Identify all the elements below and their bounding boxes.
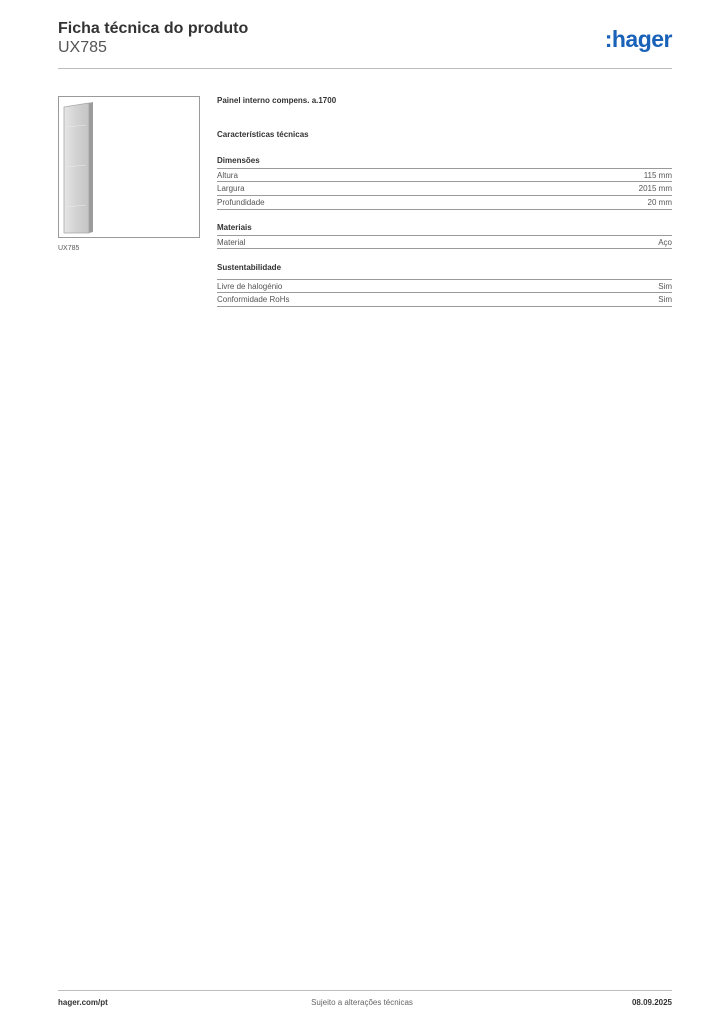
product-code: UX785 [58, 39, 107, 56]
spec-value: Sim [658, 295, 672, 304]
spec-value: 115 mm [643, 171, 672, 180]
footer-date: 08.09.2025 [631, 998, 672, 1007]
tech-specs-title: Características técnicas [217, 130, 309, 139]
spec-label: Altura [217, 171, 238, 180]
header-divider [58, 68, 672, 69]
spec-label: Profundidade [217, 198, 265, 207]
spec-row [217, 235, 672, 249]
spec-row [217, 182, 672, 196]
product-name: Painel interno compens. a.1700 [217, 96, 337, 105]
image-caption: UX785 [58, 245, 80, 252]
group-title-dimensoes: Dimensões [217, 156, 260, 165]
spec-value: Sim [658, 282, 672, 291]
panel-illustration [59, 97, 199, 237]
footer-note: Sujeito a alterações técnicas [311, 998, 413, 1007]
spec-row [217, 279, 672, 293]
document-title: Ficha técnica do produto [58, 20, 249, 37]
spec-value: 20 mm [647, 198, 672, 207]
spec-value: Aço [658, 238, 672, 247]
spec-value: 2015 mm [638, 184, 672, 193]
product-image [58, 96, 200, 238]
group-title-sustentabilidade: Sustentabilidade [217, 263, 282, 272]
spec-row [217, 168, 672, 182]
document-header [58, 20, 672, 68]
hager-logo: :hager [604, 26, 672, 52]
spec-label: Largura [217, 184, 245, 193]
spec-label: Livre de halogénio [217, 282, 283, 291]
spec-label: Material [217, 238, 246, 247]
spec-label: Conformidade RoHs [217, 295, 290, 304]
group-title-materiais: Materiais [217, 223, 252, 232]
footer-divider [58, 990, 672, 991]
spec-row [217, 196, 672, 210]
footer-website: hager.com/pt [58, 998, 108, 1007]
spec-row [217, 293, 672, 307]
